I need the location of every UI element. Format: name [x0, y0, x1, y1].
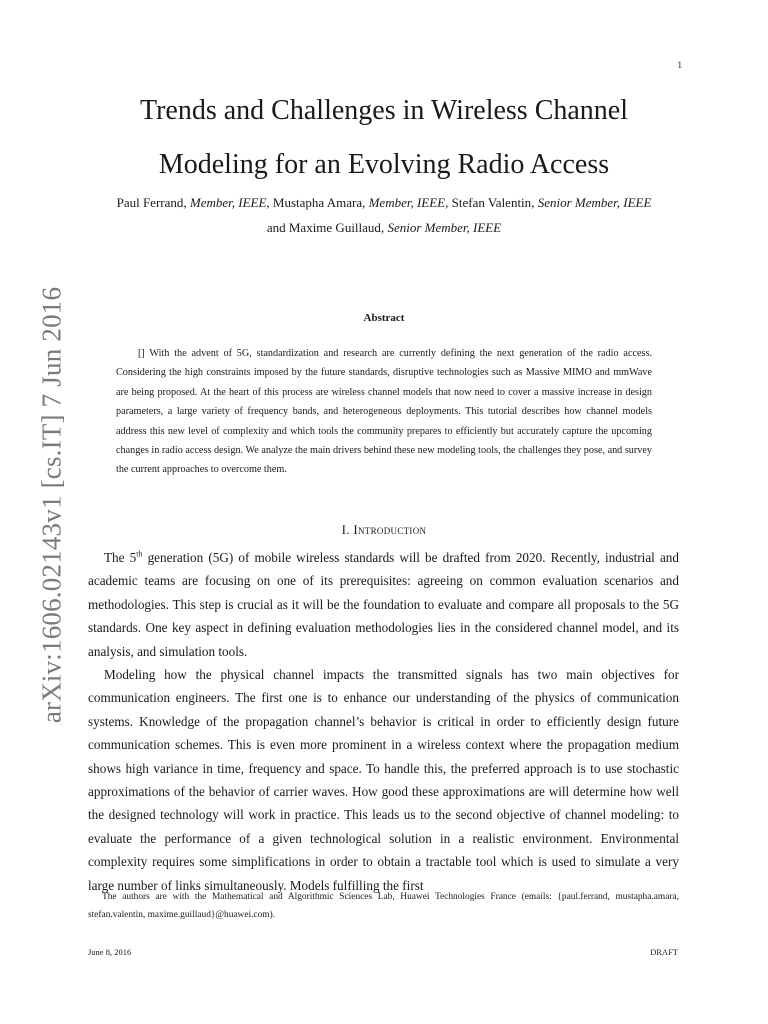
title-line-2: Modeling for an Evolving Radio Access — [158, 149, 610, 180]
footer-date: June 8, 2016 — [88, 947, 132, 957]
author-list — [80, 190, 688, 240]
paragraph-2: Modeling how the physical channel impacts the transmitted signals has two main objectives for communication engineers. The first one is to enhance our understanding of the physics of communication systems. Knowledge of the propagation channel’s behavior is critical in order to efficiently design future communication schemes. This is even more prominent in a wireless context where the propagation medium shows high variance in time, frequency and space. To handle this, the preferred approach is to use stochastic approximations of the behavior of carrier waves. How good these approximations are will determine how well the designed technology will work in practice. This leads us to the second objective of channel modeling: to evaluate the performance of a given technological solution in a realistic environment. Environmental complexity requires some simplifications in order to obtain a tractable tool which is used to simulate a very large number of links simultaneously. Models fulfilling the first — [88, 667, 679, 893]
paragraph-1-start: The 5 — [104, 550, 137, 565]
abstract-heading: Abstract — [363, 312, 405, 324]
author-joiner: and — [266, 220, 286, 235]
paper-title — [60, 84, 708, 192]
page-number: 1 — [677, 60, 682, 70]
author-name: Maxime Guillaud — [288, 220, 381, 235]
section-number: I. — [341, 522, 350, 537]
paragraph-1 — [88, 546, 679, 663]
section-heading — [0, 522, 768, 538]
author-role: Senior Member, IEEE — [387, 220, 502, 235]
authors-line-2: and Maxime Guillaud, Senior Member, IEEE — [266, 220, 502, 235]
author-role: Senior Member, IEEE — [537, 195, 652, 210]
section-title: Introduction — [353, 522, 427, 537]
author-affiliation-footnote: The authors are with the Mathematical and Algorithmic Sciences Lab, Huawei Technologies France (emails: {paul.ferrand, mustapha.amara, stefan.valentin, maxime.guillaud}@huawei.com). — [88, 892, 679, 920]
ordinal-superscript: th — [136, 549, 143, 559]
author-role: Member, IEEE — [368, 195, 446, 210]
footer-draft-label: DRAFT — [650, 947, 678, 957]
abstract-text: [] With the advent of 5G, standardization and research are currently defining the next generation of the radio access. Considering the high constraints imposed by the future standards, disruptive technologies such as Massive MIMO and mmWave are being proposed. At the heart of this process are wireless channel models that now need to cover a massive increase in design parameters, a large variety of frequency bands, and heterogeneous deployments. This tutorial describes how channel models address this new level of complexity and which tools the community prepares to efficiently but accurately capture the upcoming changes in radio access design. We analyze the main drivers behind these new modeling tools, the challenges they pose, and survey the current approaches to overcome them. — [116, 348, 652, 476]
authors-line-1: Paul Ferrand, Member, IEEE, Mustapha Amara, Member, IEEE, Stefan Valentin, Senior Member, IEEE — [116, 195, 652, 210]
author-name: Paul Ferrand — [116, 195, 184, 210]
paragraph-1-rest: generation (5G) of mobile wireless standards will be drafted from 2020. Recently, industrial and academic teams are focusing on one of its prerequisites: agreeing on common evaluation scenarios and methodologies. This step is crucial as it will be the foundation to evaluate and compare all proposals to the 5G standards. One key aspect in defining evaluation methodologies lies in the considered channel model, and its analysis, and simulation tools. — [88, 550, 679, 659]
author-role: Member, IEEE — [189, 195, 267, 210]
body-text — [88, 546, 679, 897]
title-line-1: Trends and Challenges in Wireless Channel — [139, 95, 629, 126]
author-name: Stefan Valentin — [451, 195, 532, 210]
author-name: Mustapha Amara — [272, 195, 363, 210]
arxiv-identifier-stamp: arXiv:1606.02143v1 [cs.IT] 7 Jun 2016 — [36, 286, 67, 724]
